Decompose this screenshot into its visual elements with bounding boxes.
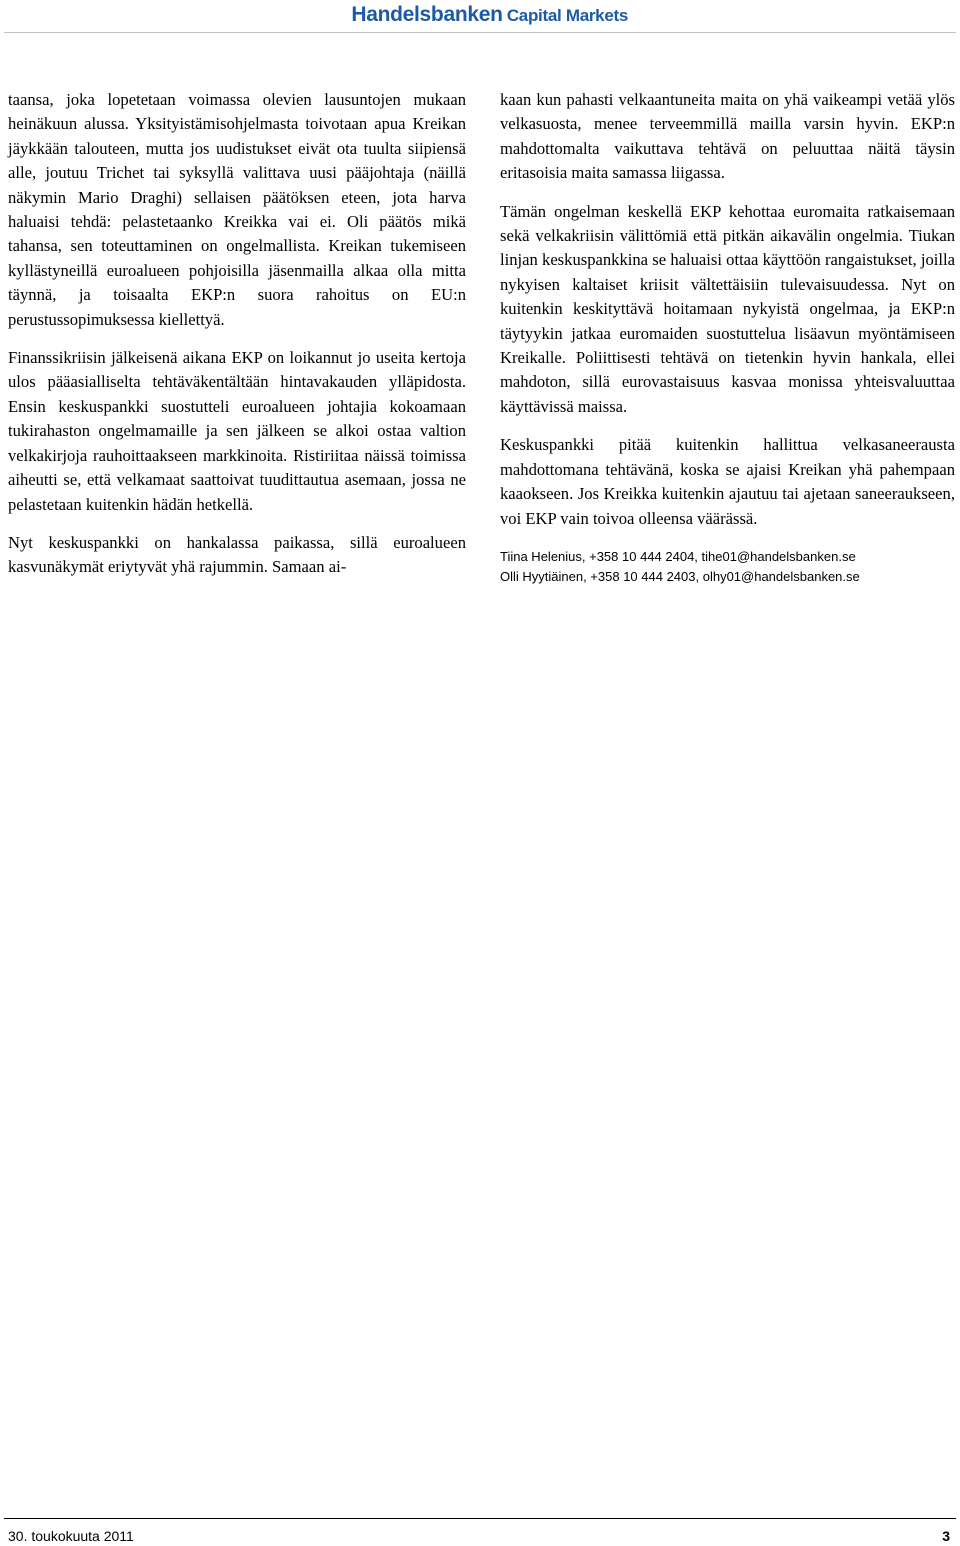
paragraph: Nyt keskuspankki on hankalassa paikassa, sillä euroalueen kasvunäkymät eriytyvät yhä rajummin. Samaan ai- (8, 532, 466, 577)
publication-date: 30. toukokuuta 2011 (8, 1528, 134, 1544)
paragraph: Tämän ongelman keskellä EKP kehottaa euromaita ratkaisemaan sekä velkakriisin välittömiä että pitkän aikavälin ongelmia. Tiukan linjan keskuspankkina se haluaisi ottaa käyttöön rangaistukset, joilla nykyisen kaltaiset kriisit vältettäisiin tulevaisuudessa. Nyt on kuitenkin keskityttävä hoitamaan nykyistä ongelmaa, ja EKP:n täytyykin jatkaa euromaiden suostuttelua lisäavun myöntämiseen Kreikalle. Poliittisesti tehtävä on tietenkin hyvin hankala, ellei mahdoton, sillä eurovastaisuus kasvaa monissa yhteisvaluuttaa käyttävissä maissa. (500, 201, 955, 416)
footer-divider (4, 1518, 956, 1519)
contact-line: Tiina Helenius, +358 10 444 2404, tihe01@handelsbanken.se (500, 548, 856, 564)
paragraph: Keskuspankki pitää kuitenkin hallittua velkasaneerausta mahdottomana tehtävänä, koska se ajaisi Kreikan yhä pahempaan kaaokseen. Jos Kreikka kuitenkin ajautuu tai ajetaan saneeraukseen, voi EKP vain toivoa olleensa väärässä. (500, 435, 955, 528)
page-number: 3 (942, 1528, 950, 1544)
paragraph: Finanssikriisin jälkeisenä aikana EKP on loikannut jo useita kertoja ulos pääasialliselta tehtäväkentältään hintavakauden ylläpidosta. Ensin keskuspankki suostutteli euroalueen johtajia kokoamaan tukirahaston ongelmamaille ja sen jälkeen se alkoi ostaa valtion velkakirjoja rauhoittaakseen markkinoita. Ristiriitaa näissä toimissa aiheutti se, että velkamaat saattoivat tuudittautua asemaan, jossa ne pelastetaan kuitenkin hädän hetkellä. (8, 348, 466, 514)
left-column (8, 88, 466, 594)
brand-subtitle: Capital Markets (506, 6, 628, 25)
brand-name: Handelsbanken (351, 3, 503, 26)
brand-logo (351, 3, 628, 27)
author-contacts (500, 547, 955, 587)
page-header (0, 0, 960, 34)
header-divider (4, 32, 956, 33)
paragraph: taansa, joka lopetetaan voimassa olevien lausuntojen mukaan heinäkuun alussa. Yksityistämisohjelmasta toivotaan apua Kreikan jäykkään talouteen, mutta jos uudistukset eivät ota tuulta siipiensä alle, joutuu Trichet tai syksyllä valittava uusi pääjohtaja (näillä näkymin Mario Draghi) sellaisen päätöksen eteen, jota harva haluaisi tehdä: pelastetaanko Kreikka vai ei. Oli päätös mikä tahansa, sen toteuttaminen on ongelmallista. Kreikan tukemiseen kyllästyneillä euroalueen pohjoisilla jäsenmailla alkaa olla mitta täynnä, ja toisaalta EKP:n suora rahoitus on EU:n perustussopimuksessa kiellettyä. (8, 90, 466, 329)
right-column (500, 88, 955, 587)
paragraph: kaan kun pahasti velkaantuneita maita on yhä vaikeampi vetää ylös velkasuosta, menee terveemmillä mailla varsin hyvin. EKP:n mahdottomalta vaikuttava tehtävä on peluuttaa näitä täysin eritasoisia maita samassa liigassa. (500, 90, 955, 183)
contact-line: Olli Hyytiäinen, +358 10 444 2403, olhy01@handelsbanken.se (500, 568, 860, 584)
